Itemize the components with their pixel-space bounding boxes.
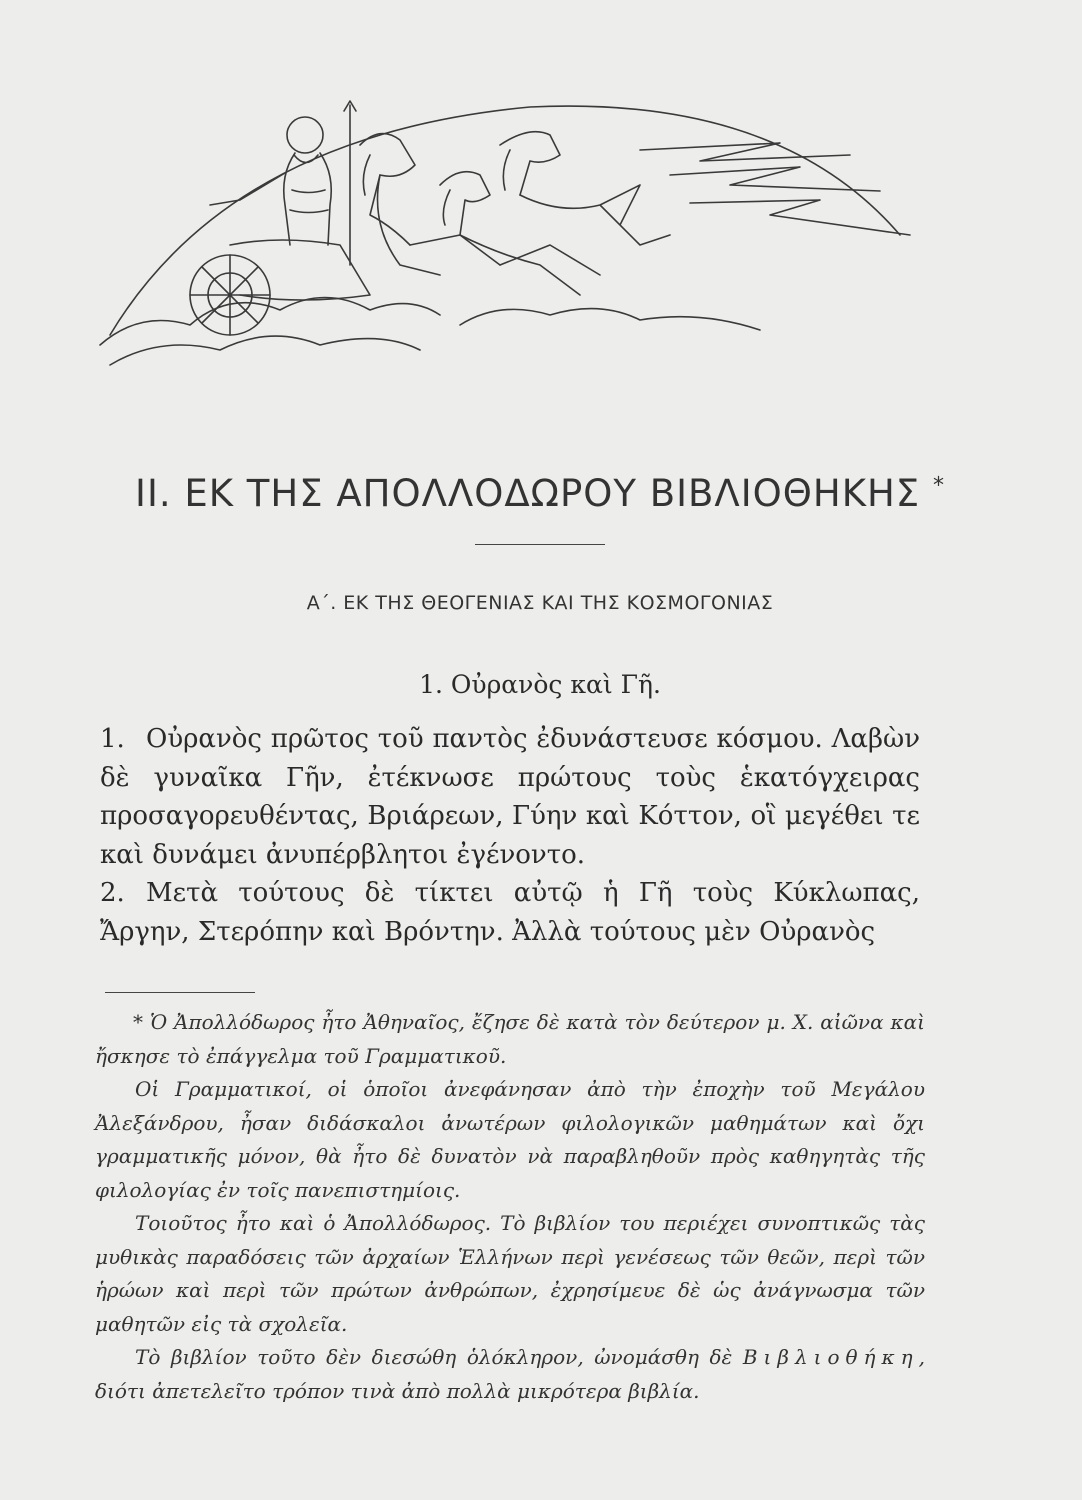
main-text xyxy=(100,720,920,952)
chapter-title-footnote-mark: * xyxy=(932,473,945,499)
paragraph-2 xyxy=(100,874,920,951)
footnote-text: Τοιοῦτος ἦτο καὶ ὁ Ἀπολλόδωρος. Τὸ βιβλίον του περιέχει συνοπτικῶς τὰς μυθικὰς παραδόσεις τῶν ἀρχαίων Ἑλλήνων περὶ γενέσεως τῶν θεῶν, περὶ τῶν ἡρώων καὶ περὶ τῶν πρώτων ἀνθρώπων, ἐχρησίμευε δὲ ὡς ἀνάγνωσμα τῶν μαθητῶν εἰς τὰ σχολεῖα. xyxy=(95,1211,925,1336)
footnote-emphasis: Βιβλιοθήκη xyxy=(742,1345,919,1369)
paragraph-text: Μετὰ τούτους δὲ τίκτει αὐτῷ ἡ Γῆ τοὺς Κύκλωπας, Ἄργην, Στερόπην καὶ Βρόντην. Ἀλλὰ τούτους μὲν Οὐρανὸς xyxy=(100,878,920,947)
paragraph-number: 1. xyxy=(100,724,125,754)
footnote-text: Ὁ Ἀπολλόδωρος ἦτο Ἀθηναῖος, ἔζησε δὲ κατὰ τὸν δεύτερον μ. Χ. αἰῶνα καὶ ἤσκησε τὸ ἐπάγγελμα τοῦ Γραμματικοῦ. xyxy=(95,1010,925,1068)
chapter-title xyxy=(60,472,1020,515)
sea-god-chariot-illustration xyxy=(80,95,920,385)
section-title: Α΄. ΕΚ ΤΗΣ ΘΕΟΓΕΝΙΑΣ ΚΑΙ ΤΗΣ ΚΟΣΜΟΓΟΝΙΑΣ xyxy=(306,592,774,614)
footnote-2 xyxy=(95,1073,925,1207)
paragraph-number: 2. xyxy=(100,878,125,909)
chapter-title-text: II. ΕΚ ΤΗΣ ΑΠΟΛΛΟΔΩΡΟΥ ΒΙΒΛΙΟΘΗΚΗΣ xyxy=(135,472,921,515)
footnotes xyxy=(95,1006,925,1408)
subsection-title: 1. Οὐρανὸς καὶ Γῆ. xyxy=(419,670,661,699)
footnote-mark: * xyxy=(133,1010,143,1034)
footnote-1 xyxy=(95,1006,925,1073)
footnote-text: , διότι ἀπετελεῖτο τρόπον τινὰ ἀπὸ πολλὰ μικρότερα βιβλία. xyxy=(95,1345,925,1403)
footnote-text: Οἱ Γραμματικοί, οἱ ὁποῖοι ἀνεφάνησαν ἀπὸ τὴν ἐποχὴν τοῦ Μεγάλου Ἀλεξάνδρου, ἦσαν διδάσκαλοι ἀνωτέρων φιλολογικῶν μαθημάτων καὶ ὄχι γραμματικῆς μόνον, θὰ ἦτο δὲ δυνατὸν νὰ παραβληθοῦν πρὸς καθηγητὰς τῆς φιλολογίας ἐν τοῖς πανεπιστημίοις. xyxy=(95,1077,925,1202)
footnote-4 xyxy=(95,1341,925,1408)
paragraph-1 xyxy=(100,720,920,874)
footnote-3 xyxy=(95,1207,925,1341)
paragraph-text: Οὐρανὸς πρῶτος τοῦ παντὸς ἐδυνάστευσε κόσμου. Λαβὼν δὲ γυναῖκα Γῆν, ἐτέκνωσε πρώτους τοὺς ἑκατόγχειρας προσαγορευθέντας, Βριάρεων, Γύην καὶ Κόττον, οἳ μεγέθει τε καὶ δυνάμει ἀνυπέρβλητοι ἐγένοντο. xyxy=(100,724,920,870)
footnote-divider xyxy=(105,992,255,993)
title-divider xyxy=(475,544,605,545)
footnote-text: Τὸ βιβλίον τοῦτο δὲν διεσώθη ὁλόκληρον, ὠνομάσθη δὲ xyxy=(135,1345,733,1369)
